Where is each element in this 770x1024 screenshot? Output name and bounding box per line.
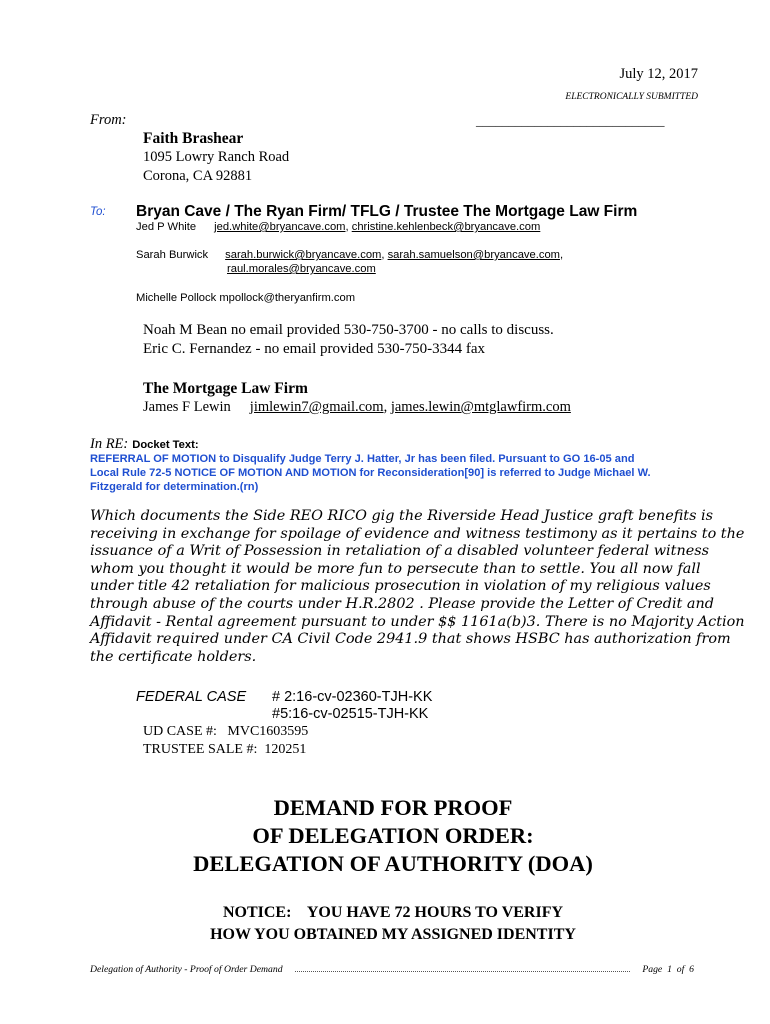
sarah-samuelson-email-link[interactable]: sarah.samuelson@bryancave.com: [387, 249, 560, 261]
body-line-3: issuance of a Writ of Possession in retaliation of a disabled volunteer federal witness: [90, 543, 709, 560]
sarah-email-separator-1: ,: [381, 249, 388, 261]
footer-of-label: of: [676, 964, 685, 975]
recipient-michelle: Michelle Pollock mpollock@theryanfirm.com: [136, 292, 356, 304]
federal-case-1: # 2:16-cv-02360-TJH-KK: [272, 689, 433, 705]
body-line-7: Affidavit - Rental agreement pursuant to under $$ 1161a(b)3. There is no Majority Action: [90, 613, 745, 630]
title-line-2: OF DELEGATION ORDER:: [252, 823, 534, 848]
docket-text-line-2: Local Rule 72-5 NOTICE OF MOTION AND MOTION for Reconsideration[90] is referred to Judge Michael W.: [90, 467, 651, 479]
recipient-jed: [136, 221, 540, 233]
footer-title: Delegation of Authority - Proof of Order Demand: [90, 964, 283, 975]
trustee-sale-line: [143, 742, 306, 758]
in-re-line: [90, 435, 199, 453]
jimlewin-email-link[interactable]: jimlewin7@gmail.com: [249, 399, 384, 415]
james-lewin-email-link[interactable]: james.lewin@mtglawfirm.com: [390, 399, 571, 415]
mortgage-law-firm-heading: The Mortgage Law Firm: [143, 380, 308, 397]
recipient-sarah-name: Sarah Burwick: [136, 249, 209, 261]
jed-email-separator: ,: [345, 221, 352, 233]
footer-page-label: Page: [642, 964, 663, 975]
body-line-8: Affidavit required under CA Civil Code 2941.9 that shows HSBC has authorization from: [90, 631, 731, 648]
body-line-4: whom you thought it would be more fun to persecute than to settle. You all now fall: [90, 560, 701, 577]
federal-case-label: FEDERAL CASE: [136, 689, 247, 705]
footer-page-number: 1: [667, 964, 672, 975]
docket-text-label: Docket Text:: [132, 439, 199, 451]
notice-line-2: HOW YOU OBTAINED MY ASSIGNED IDENTITY: [210, 926, 576, 943]
body-paragraph: [90, 508, 745, 666]
federal-case-2: #5:16-cv-02515-TJH-KK: [272, 706, 429, 722]
notice-line-1: NOTICE: YOU HAVE 72 HOURS TO VERIFY: [222, 904, 564, 921]
notice-block: [0, 902, 770, 946]
body-line-6: through abuse of the courts under H.R.2802 . Please provide the Letter of Credit and: [90, 595, 714, 612]
sender-address-line2: Corona, CA 92881: [143, 168, 253, 184]
trustee-sale-label: TRUSTEE SALE #:: [143, 742, 258, 757]
sarah-burwick-email-link[interactable]: sarah.burwick@bryancave.com: [225, 249, 382, 261]
raul-email-link[interactable]: raul.morales@bryancave.com: [227, 263, 376, 275]
sarah-email-separator-2: ,: [560, 249, 564, 261]
from-label: From:: [90, 112, 127, 128]
sender-address-line1: 1095 Lowry Ranch Road: [143, 149, 290, 165]
christine-email-link[interactable]: christine.kehlenbeck@bryancave.com: [351, 221, 541, 233]
in-re-label: In RE:: [90, 436, 129, 452]
recipient-sarah: [136, 249, 563, 261]
docket-text-line-1: REFERRAL OF MOTION to Disqualify Judge Terry J. Hatter, Jr has been filed. Pursuant to GO 16-05 and: [90, 453, 635, 465]
body-line-9: the certificate holders.: [90, 648, 257, 665]
docket-text-line-3: Fitzgerald for determination.(rn): [90, 481, 259, 493]
ud-case-value: MVC1603595: [227, 724, 309, 739]
ud-case-label: UD CASE #:: [143, 724, 217, 739]
title-block: [0, 794, 770, 878]
firm-heading: Bryan Cave / The Ryan Firm/ TFLG / Trustee The Mortgage Law Firm: [136, 203, 638, 220]
title-line-1: DEMAND FOR PROOF: [273, 795, 513, 820]
recipient-jed-name: Jed P White: [136, 221, 197, 233]
footer: [90, 964, 694, 975]
recipient-james-name: James F Lewin: [143, 399, 231, 415]
signature-line: _____________________________: [476, 113, 665, 128]
ud-case-line: [143, 724, 308, 740]
recipient-noah: Noah M Bean no email provided 530-750-3700 - no calls to discuss.: [143, 322, 554, 338]
footer-page-total: 6: [689, 964, 694, 975]
body-line-5: under title 42 retaliation for malicious prosecution in violation of my religious values: [90, 578, 711, 595]
trustee-sale-value: 120251: [264, 742, 307, 757]
recipient-eric: Eric C. Fernandez - no email provided 530-750-3344 fax: [143, 341, 485, 357]
to-label: To:: [90, 206, 106, 218]
electronically-submitted: ELECTRONICALLY SUBMITTED: [565, 92, 698, 102]
body-line-2: receiving in exchange for spoilage of evidence and witness testimony as it pertains to the: [90, 525, 745, 542]
footer-leader: [295, 971, 631, 972]
document-date: July 12, 2017: [619, 66, 698, 82]
james-email-separator: ,: [383, 399, 391, 415]
sender-name: Faith Brashear: [143, 130, 244, 147]
body-line-1: Which documents the Side REO RICO gig the Riverside Head Justice graft benefits is: [90, 508, 714, 524]
jed-email-link[interactable]: jed.white@bryancave.com: [214, 221, 346, 233]
recipient-james: [143, 399, 571, 416]
title-line-3: DELEGATION OF AUTHORITY (DOA): [193, 851, 593, 876]
